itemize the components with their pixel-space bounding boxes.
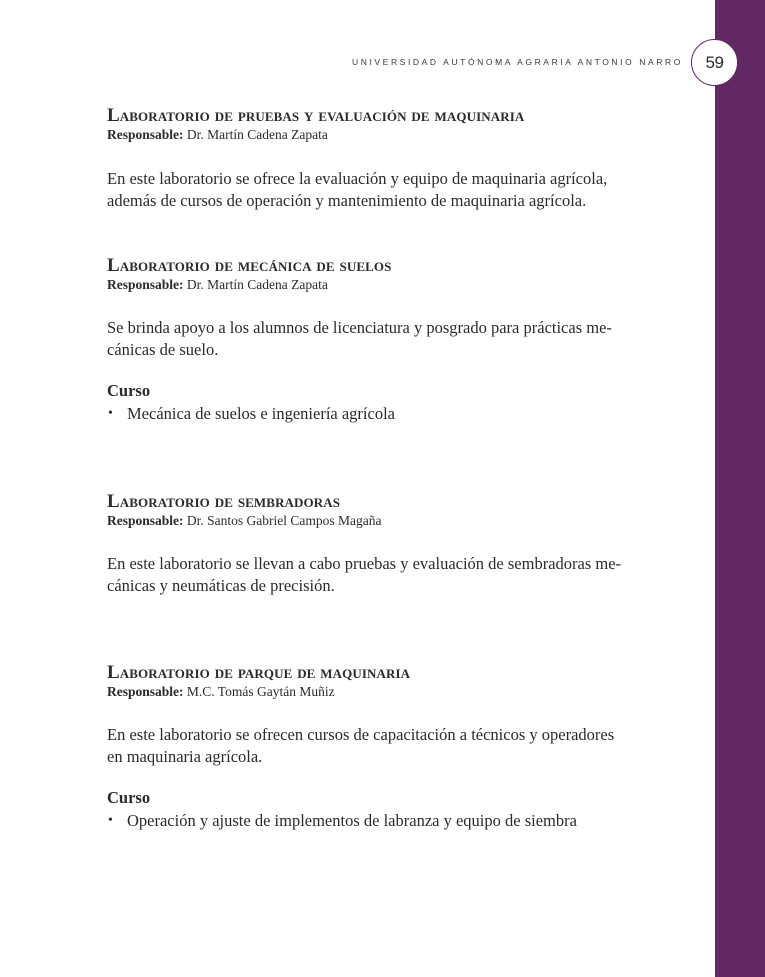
course-list xyxy=(107,403,647,424)
responsible-name: Dr. Martín Cadena Zapata xyxy=(183,127,328,142)
description-line: además de cursos de operación y mantenimiento de maquinaria agrícola. xyxy=(107,191,587,210)
description-line: En este laboratorio se llevan a cabo pruebas y evaluación de sembradoras me- xyxy=(107,554,622,573)
lab-description xyxy=(107,553,647,597)
responsible-label: Responsable: xyxy=(107,513,184,528)
lab-responsible xyxy=(107,512,647,529)
lab-responsible xyxy=(107,126,647,143)
responsible-name: Dr. Santos Gabriel Campos Magaña xyxy=(183,513,382,528)
responsible-name: Dr. Martín Cadena Zapata xyxy=(183,277,328,292)
lab-title: Laboratorio de pruebas y evaluación de maquinaria xyxy=(107,105,525,126)
running-header: UNIVERSIDAD AUTÓNOMA AGRARIA ANTONIO NARRO xyxy=(351,57,683,67)
description-line: Se brinda apoyo a los alumnos de licenciatura y posgrado para prácticas me- xyxy=(107,318,612,337)
description-line: cánicas y neumáticas de precisión. xyxy=(107,576,335,595)
bullet-icon: • xyxy=(108,813,113,828)
page-number: 59 xyxy=(705,52,724,72)
page-number-badge xyxy=(691,39,738,86)
course-label: Curso xyxy=(107,788,151,807)
lab-title: Laboratorio de sembradoras xyxy=(107,491,341,512)
course-list xyxy=(107,810,647,831)
lab-section xyxy=(107,106,647,212)
responsible-label: Responsable: xyxy=(107,684,184,699)
lab-section xyxy=(107,492,647,597)
course-label: Curso xyxy=(107,381,151,400)
responsible-label: Responsable: xyxy=(107,127,184,142)
lab-responsible xyxy=(107,683,647,700)
lab-description xyxy=(107,317,647,361)
course-text: Mecánica de suelos e ingeniería agrícola xyxy=(127,404,395,423)
lab-section xyxy=(107,256,647,424)
description-line: cánicas de suelo. xyxy=(107,340,219,359)
lab-title: Laboratorio de mecánica de suelos xyxy=(107,255,392,276)
side-color-band xyxy=(715,0,765,977)
responsible-name: M.C. Tomás Gaytán Muñiz xyxy=(183,684,335,699)
course-item xyxy=(107,810,647,831)
responsible-label: Responsable: xyxy=(107,277,184,292)
description-line: En este laboratorio se ofrecen cursos de capacitación a técnicos y operadores xyxy=(107,725,615,744)
lab-title: Laboratorio de parque de maquinaria xyxy=(107,662,411,683)
course-item xyxy=(107,403,647,424)
bullet-icon: • xyxy=(108,406,113,421)
lab-description xyxy=(107,724,647,768)
lab-section xyxy=(107,663,647,831)
lab-responsible xyxy=(107,276,647,293)
course-text: Operación y ajuste de implementos de labranza y equipo de siembra xyxy=(127,811,577,830)
lab-description xyxy=(107,168,647,212)
description-line: en maquinaria agrícola. xyxy=(107,747,263,766)
description-line: En este laboratorio se ofrece la evaluación y equipo de maquinaria agrícola, xyxy=(107,169,608,188)
